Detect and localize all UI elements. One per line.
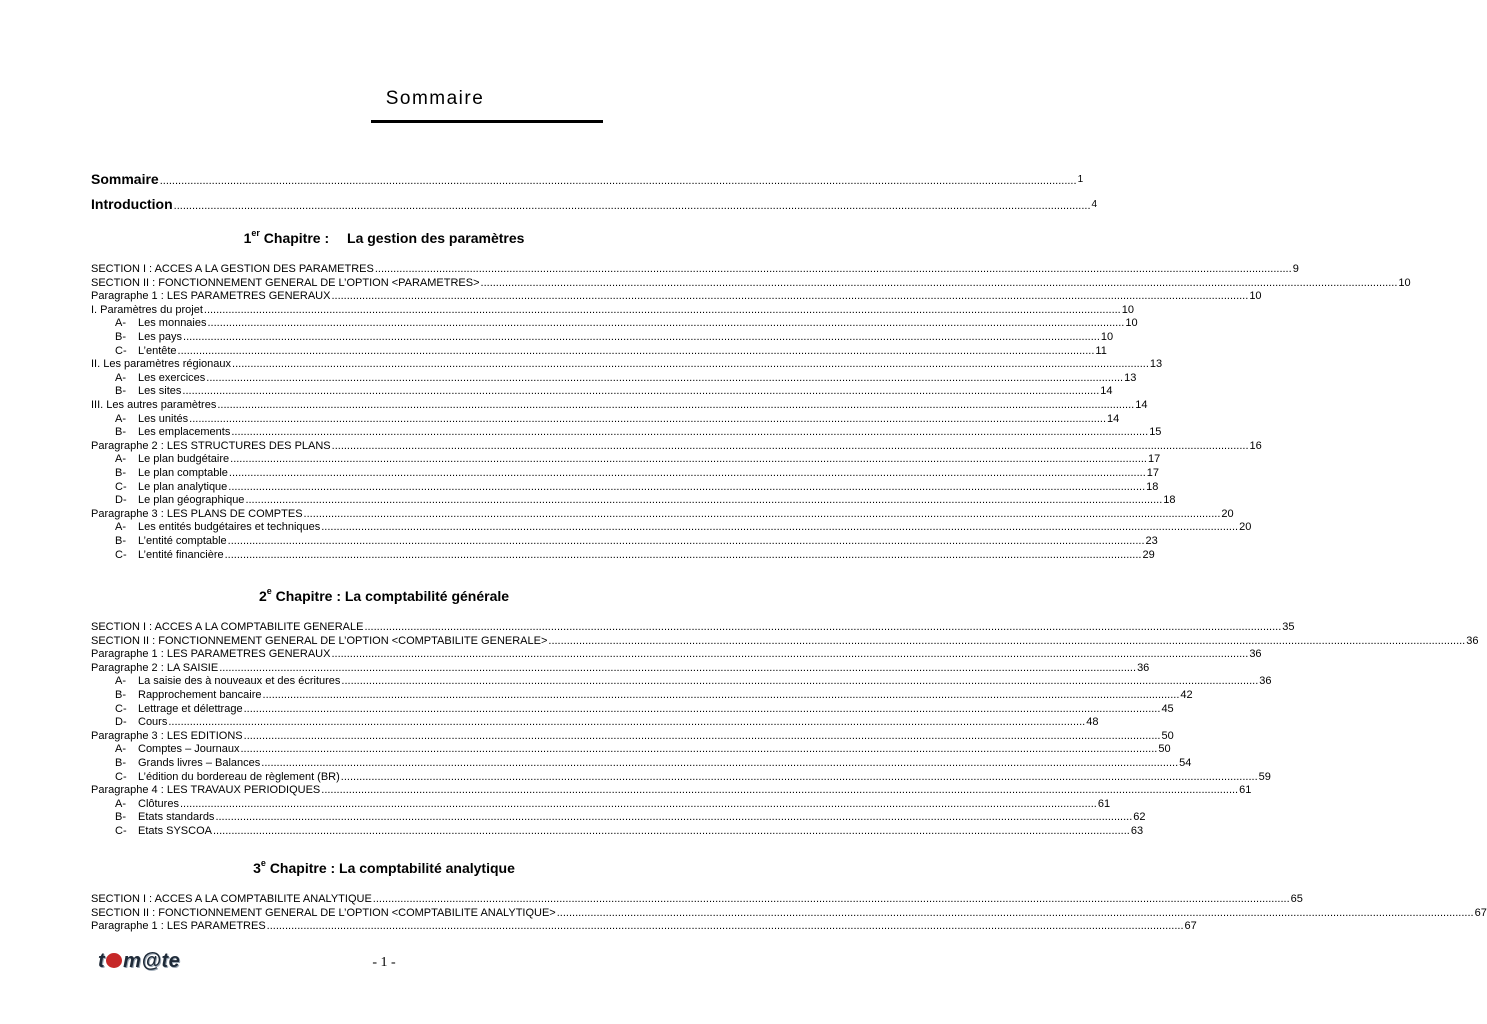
toc-subentry[interactable]: [115, 494, 1176, 507]
toc-label: Introduction: [91, 196, 173, 212]
toc-letter: A-: [115, 521, 126, 533]
toc-text: SECTION II : FONCTIONNEMENT GENERAL DE L’OPTION <PARAMETRES>: [91, 277, 480, 289]
toc-label: [115, 317, 207, 330]
toc-leader: ............................................................................................................................................................................................................................................................................................................: [206, 372, 1124, 384]
toc-subentry[interactable]: [115, 716, 1099, 729]
toc-leader: ............................................................................................................................................................................................................................................................................................................: [364, 621, 1282, 633]
toc-page: 65: [1290, 893, 1303, 905]
toc-label: [115, 467, 228, 480]
toc-letter: D-: [115, 716, 127, 728]
toc-text: Grands livres – Balances: [138, 757, 261, 769]
toc-text: SECTION I : ACCES A LA COMPTABILITE GENERALE: [91, 621, 364, 633]
chapter-heading-2: [0, 588, 768, 605]
toc-leader: ............................................................................................................................................................................................................................................................................................................: [224, 549, 1142, 561]
toc-leader: ............................................................................................................................................................................................................................................................................................................: [331, 648, 1249, 660]
toc-leader: ............................................................................................................................................................................................................................................................................................................: [207, 317, 1125, 329]
toc-label: [91, 440, 331, 453]
toc-label: [115, 825, 212, 838]
toc-letter: D-: [115, 494, 127, 506]
toc-text: III. Les autres paramètres: [91, 399, 217, 411]
chapter-title: La comptabilité générale: [344, 588, 510, 604]
toc-page: 36: [1259, 675, 1272, 687]
toc-text: Les monnaies: [138, 317, 207, 329]
toc-page: 59: [1258, 771, 1271, 783]
toc-subentry[interactable]: [115, 798, 1111, 811]
toc-page: 61: [1239, 784, 1252, 796]
toc-label: [115, 703, 243, 716]
toc-letter: C-: [115, 345, 127, 357]
toc-text: Comptes – Journaux: [138, 743, 240, 755]
toc-leader: ............................................................................................................................................................................................................................................................................................................: [182, 385, 1100, 397]
toc-page: 29: [1142, 549, 1155, 561]
toc-page: 10: [1125, 317, 1138, 329]
toc-label: [115, 689, 262, 702]
toc-page: 50: [1161, 730, 1174, 742]
toc-text: Cours: [138, 716, 168, 728]
toc-page: 35: [1282, 621, 1295, 633]
toc-subentry[interactable]: [115, 413, 1120, 426]
toc-entry[interactable]: [91, 920, 1197, 933]
toc-leader: ............................................................................................................................................................................................................................................................................................................: [179, 798, 1097, 810]
toc-letter: B-: [115, 331, 126, 343]
toc-leader: ............................................................................................................................................................................................................................................................................................................: [183, 331, 1100, 343]
toc-entry[interactable]: [91, 635, 1479, 648]
toc-text: Paragraphe 1 : LES PARAMETRES: [91, 920, 266, 932]
toc-page: 50: [1158, 743, 1171, 755]
toc-leader: ............................................................................................................................................................................................................................................................................................................: [372, 893, 1290, 905]
toc-entry[interactable]: [91, 508, 1234, 521]
toc-leader: ............................................................................................................................................................................................................................................................................................................: [212, 825, 1130, 837]
toc-page: 10: [1398, 277, 1411, 289]
toc-label: [91, 290, 330, 303]
toc-entry[interactable]: [91, 907, 1487, 920]
toc-leader: ............................................................................................................................................................................................................................................................................................................: [321, 784, 1239, 796]
toc-page: 20: [1221, 508, 1234, 520]
toc-leader: ............................................................................................................................................................................................................................................................................................................: [159, 175, 1077, 187]
toc-letter: A-: [115, 453, 126, 465]
toc-leader: ............................................................................................................................................................................................................................................................................................................: [227, 535, 1145, 547]
toc-subentry[interactable]: [115, 385, 1113, 398]
toc-subentry[interactable]: [115, 317, 1138, 330]
toc-text: Paragraphe 1 : LES PARAMETRES GENERAUX: [91, 290, 331, 302]
toc-text: Le plan analytique: [138, 481, 228, 493]
toc-subentry[interactable]: [115, 771, 1271, 784]
toc-letter: A-: [115, 372, 126, 384]
toc-page: 67: [1184, 920, 1197, 932]
toc-page: 63: [1130, 825, 1144, 837]
toc-major-introduction[interactable]: [91, 196, 1098, 213]
toc-page: 42: [1180, 689, 1193, 701]
toc-label: [115, 535, 227, 548]
toc-label: [91, 304, 203, 317]
toc-leader: ............................................................................................................................................................................................................................................................................................................: [374, 263, 1292, 275]
toc-leader: ............................................................................................................................................................................................................................................................................................................: [217, 399, 1135, 411]
toc-text: L’entité comptable: [138, 535, 227, 547]
toc-text: Paragraphe 3 : LES EDITIONS: [91, 730, 243, 742]
toc-leader: ............................................................................................................................................................................................................................................................................................................: [340, 771, 1258, 783]
toc-leader: ............................................................................................................................................................................................................................................................................................................: [261, 757, 1179, 769]
toc-letter: C-: [115, 825, 127, 837]
toc-leader: ............................................................................................................................................................................................................................................................................................................: [341, 675, 1259, 687]
toc-letter: B-: [115, 811, 126, 823]
toc-text: L’entité financière: [138, 549, 224, 561]
toc-leader: ............................................................................................................................................................................................................................................................................................................: [243, 730, 1161, 742]
toc-letter: A-: [115, 675, 126, 687]
chapter-word: Chapitre :: [263, 230, 330, 246]
toc-page: 16: [1249, 440, 1262, 452]
toc-label: [91, 730, 243, 743]
toc-label: [115, 413, 188, 426]
toc-subentry[interactable]: [115, 811, 1146, 824]
toc-label: [91, 621, 363, 634]
toc-text: SECTION I : ACCES A LA GESTION DES PARAMETRES: [91, 263, 374, 275]
toc-label: [115, 549, 224, 562]
toc-subentry[interactable]: [115, 535, 1158, 548]
chapter-ordinal: e: [260, 858, 266, 869]
toc-subentry[interactable]: [115, 372, 1137, 385]
toc-page: 10: [1100, 331, 1114, 343]
chapter-word: Chapitre :: [269, 860, 336, 876]
toc-label: [115, 521, 320, 534]
toc-leader: ............................................................................................................................................................................................................................................................................................................: [321, 521, 1239, 533]
toc-page: 11: [1095, 345, 1107, 357]
toc-label: [91, 263, 374, 276]
toc-page: 20: [1239, 521, 1252, 533]
chapter-word: Chapitre :: [275, 588, 341, 604]
toc-subentry[interactable]: [115, 453, 1161, 466]
toc-text: Les pays: [138, 331, 183, 343]
toc-leader: ............................................................................................................................................................................................................................................................................................................: [331, 440, 1249, 452]
toc-letter: C-: [115, 703, 127, 715]
toc-leader: ............................................................................................................................................................................................................................................................................................................: [556, 907, 1474, 919]
toc-entry[interactable]: [91, 263, 1299, 276]
toc-letter: B-: [115, 689, 126, 701]
toc-entry[interactable]: [91, 621, 1295, 634]
toc-entry[interactable]: [91, 893, 1303, 906]
chapter-title: La gestion des paramètres: [347, 230, 525, 246]
toc-label: [115, 481, 227, 494]
toc-label: [115, 798, 179, 811]
toc-leader: ............................................................................................................................................................................................................................................................................................................: [245, 494, 1163, 506]
toc-label: [115, 345, 177, 358]
toc-page: 9: [1292, 263, 1299, 275]
toc-label: [91, 784, 320, 797]
toc-leader: ............................................................................................................................................................................................................................................................................................................: [173, 200, 1091, 212]
toc-label: [115, 494, 244, 507]
chapter-number: 2: [258, 588, 267, 604]
toc-label: [115, 385, 181, 398]
toc-page: 62: [1133, 811, 1146, 823]
toc-label: [91, 635, 547, 648]
toc-label: [91, 508, 303, 521]
toc-entry[interactable]: [91, 730, 1174, 743]
toc-page: 4: [1091, 199, 1098, 210]
toc-subentry[interactable]: [115, 345, 1107, 358]
toc-letter: A-: [115, 317, 126, 329]
toc-text: Paragraphe 3 : LES PLANS DE COMPTES: [91, 508, 303, 520]
toc-label: [115, 426, 230, 439]
toc-leader: ............................................................................................................................................................................................................................................................................................................: [189, 413, 1107, 425]
toc-subentry[interactable]: [115, 481, 1159, 494]
toc-page: 1: [1077, 174, 1084, 185]
toc-label: [91, 662, 218, 675]
toc-letter: B-: [115, 426, 126, 438]
toc-subentry[interactable]: [115, 331, 1114, 344]
toc-letter: B-: [115, 757, 126, 769]
toc-text: Les sites: [138, 385, 182, 397]
toc-page: 67: [1474, 907, 1487, 919]
tomate-logo: t m@te: [98, 950, 181, 972]
toc-letter: A-: [115, 798, 126, 810]
title-underline: [371, 120, 603, 123]
toc-text: Les exercices: [138, 372, 206, 384]
toc-entry[interactable]: [91, 440, 1262, 453]
toc-label: [115, 453, 229, 466]
toc-text: Les entités budgétaires et techniques: [138, 521, 321, 533]
toc-page: 17: [1148, 453, 1161, 465]
toc-page: 61: [1097, 798, 1111, 810]
toc-subentry[interactable]: [115, 675, 1272, 688]
toc-label: [115, 811, 214, 824]
toc-text: Clôtures: [138, 798, 179, 810]
toc-subentry[interactable]: [115, 757, 1192, 770]
toc-entry[interactable]: [91, 399, 1148, 412]
toc-leader: ............................................................................................................................................................................................................................................................................................................: [548, 635, 1466, 647]
toc-leader: ............................................................................................................................................................................................................................................................................................................: [232, 358, 1149, 370]
toc-leader: ............................................................................................................................................................................................................................................................................................................: [228, 467, 1146, 479]
toc-label: [91, 648, 330, 661]
chapter-number: 3: [253, 860, 261, 876]
toc-leader: ............................................................................................................................................................................................................................................................................................................: [231, 426, 1149, 438]
toc-leader: ............................................................................................................................................................................................................................................................................................................: [331, 290, 1249, 302]
toc-page: 36: [1249, 648, 1262, 660]
toc-letter: C-: [115, 549, 127, 561]
toc-leader: ............................................................................................................................................................................................................................................................................................................: [215, 811, 1133, 823]
toc-entry[interactable]: [91, 358, 1163, 371]
toc-page: 36: [1137, 662, 1150, 674]
chapter-ordinal: e: [266, 586, 272, 597]
toc-leader: ............................................................................................................................................................................................................................................................................................................: [230, 453, 1147, 465]
toc-text: La saisie des à nouveaux et des écritures: [138, 675, 341, 687]
toc-letter: A-: [115, 413, 126, 425]
toc-leader: ............................................................................................................................................................................................................................................................................................................: [480, 277, 1398, 289]
toc-leader: ............................................................................................................................................................................................................................................................................................................: [266, 920, 1184, 932]
toc-letter: C-: [115, 481, 127, 493]
toc-label: [115, 743, 240, 756]
toc-text: Paragraphe 2 : LA SAISIE: [91, 662, 219, 674]
toc-text: L’entête: [138, 345, 177, 357]
toc-subentry[interactable]: [115, 743, 1171, 756]
toc-text: Paragraphe 4 : LES TRAVAUX PERIODIQUES: [91, 784, 321, 796]
toc-subentry[interactable]: [115, 549, 1155, 562]
toc-text: Le plan géographique: [138, 494, 245, 506]
toc-page: 14: [1135, 399, 1148, 411]
toc-label: [115, 716, 167, 729]
toc-page: 10: [1249, 290, 1262, 302]
toc-page: 13: [1124, 372, 1137, 384]
toc-subentry[interactable]: [115, 521, 1252, 534]
toc-page: 14: [1107, 413, 1120, 425]
toc-text: Lettrage et délettrage: [138, 703, 243, 715]
toc-entry[interactable]: [91, 277, 1411, 290]
chapter-title: La comptabilité analytique: [339, 860, 515, 876]
toc-leader: ............................................................................................................................................................................................................................................................................................................: [219, 662, 1137, 674]
toc-subentry[interactable]: [115, 703, 1174, 716]
toc-entry[interactable]: [91, 648, 1262, 661]
toc-label: [91, 907, 556, 920]
toc-label: [91, 893, 372, 906]
toc-page: 14: [1100, 385, 1113, 397]
toc-leader: ............................................................................................................................................................................................................................................................................................................: [177, 345, 1095, 357]
toc-page: 10: [1121, 304, 1134, 316]
toc-page: 18: [1146, 481, 1159, 493]
toc-label: [91, 399, 216, 412]
toc-label: [115, 331, 182, 344]
toc-label: [91, 920, 266, 933]
toc-text: Etats SYSCOA: [138, 825, 212, 837]
toc-subentry[interactable]: [115, 467, 1160, 480]
toc-page: 18: [1163, 494, 1176, 506]
toc-label: [115, 771, 340, 784]
toc-letter: B-: [115, 535, 126, 547]
toc-text: SECTION II : FONCTIONNEMENT GENERAL DE L’OPTION <COMPTABILITE GENERALE>: [91, 635, 548, 647]
toc-text: Les emplacements: [138, 426, 231, 438]
toc-leader: ............................................................................................................................................................................................................................................................................................................: [240, 743, 1158, 755]
chapter-number: 1: [243, 230, 252, 246]
toc-major-sommaire[interactable]: [91, 171, 1084, 188]
toc-leader: ............................................................................................................................................................................................................................................................................................................: [168, 716, 1086, 728]
toc-entry[interactable]: [91, 662, 1150, 675]
toc-text: I. Paramètres du projet: [91, 304, 203, 316]
toc-letter: B-: [115, 385, 126, 397]
toc-page: 23: [1145, 535, 1158, 547]
toc-leader: ............................................................................................................................................................................................................................................................................................................: [228, 481, 1146, 493]
toc-page: 45: [1161, 703, 1174, 715]
toc-label: [115, 757, 260, 770]
toc-page: 36: [1466, 635, 1479, 647]
toc-leader: ............................................................................................................................................................................................................................................................................................................: [243, 703, 1161, 715]
toc-text: II. Les paramètres régionaux: [91, 358, 232, 370]
page-title: Sommaire: [385, 88, 485, 109]
toc-page: 48: [1086, 716, 1099, 728]
toc-page: 54: [1179, 757, 1192, 769]
toc-text: Le plan budgétaire: [138, 453, 230, 465]
chapter-heading-1: [0, 230, 768, 247]
toc-text: Les unités: [138, 413, 189, 425]
toc-text: Rapprochement bancaire: [138, 689, 262, 701]
toc-letter: C-: [115, 771, 127, 783]
page-number: - 1 -: [372, 955, 396, 970]
toc-text: Le plan comptable: [138, 467, 228, 479]
toc-subentry[interactable]: [115, 825, 1144, 838]
toc-label: [91, 358, 231, 371]
toc-leader: ............................................................................................................................................................................................................................................................................................................: [203, 304, 1121, 316]
toc-label: [115, 675, 340, 688]
chapter-ordinal: er: [251, 228, 260, 239]
toc-text: L’édition du bordereau de règlement (BR): [138, 771, 340, 783]
toc-label: [115, 372, 205, 385]
toc-entry[interactable]: [91, 290, 1262, 303]
toc-page: 17: [1146, 467, 1160, 479]
toc-entry[interactable]: [91, 784, 1252, 797]
toc-entry[interactable]: [91, 304, 1134, 317]
toc-subentry[interactable]: [115, 689, 1193, 702]
toc-letter: B-: [115, 467, 126, 479]
chapter-heading-3: [0, 860, 768, 877]
toc-letter: A-: [115, 743, 126, 755]
toc-text: Paragraphe 1 : LES PARAMETRES GENERAUX: [91, 648, 331, 660]
toc-page: 13: [1149, 358, 1163, 370]
toc-text: Etats standards: [138, 811, 215, 823]
toc-text: SECTION I : ACCES A LA COMPTABILITE ANALYTIQUE: [91, 893, 372, 905]
toc-text: Paragraphe 2 : LES STRUCTURES DES PLANS: [91, 440, 331, 452]
toc-label: [91, 277, 480, 290]
toc-subentry[interactable]: [115, 426, 1162, 439]
toc-leader: ............................................................................................................................................................................................................................................................................................................: [303, 508, 1221, 520]
toc-text: SECTION II : FONCTIONNEMENT GENERAL DE L’OPTION <COMPTABILITE ANALYTIQUE>: [91, 907, 556, 919]
toc-label: Sommaire: [91, 171, 159, 187]
toc-leader: ............................................................................................................................................................................................................................................................................................................: [262, 689, 1180, 701]
toc-page: 15: [1149, 426, 1162, 438]
